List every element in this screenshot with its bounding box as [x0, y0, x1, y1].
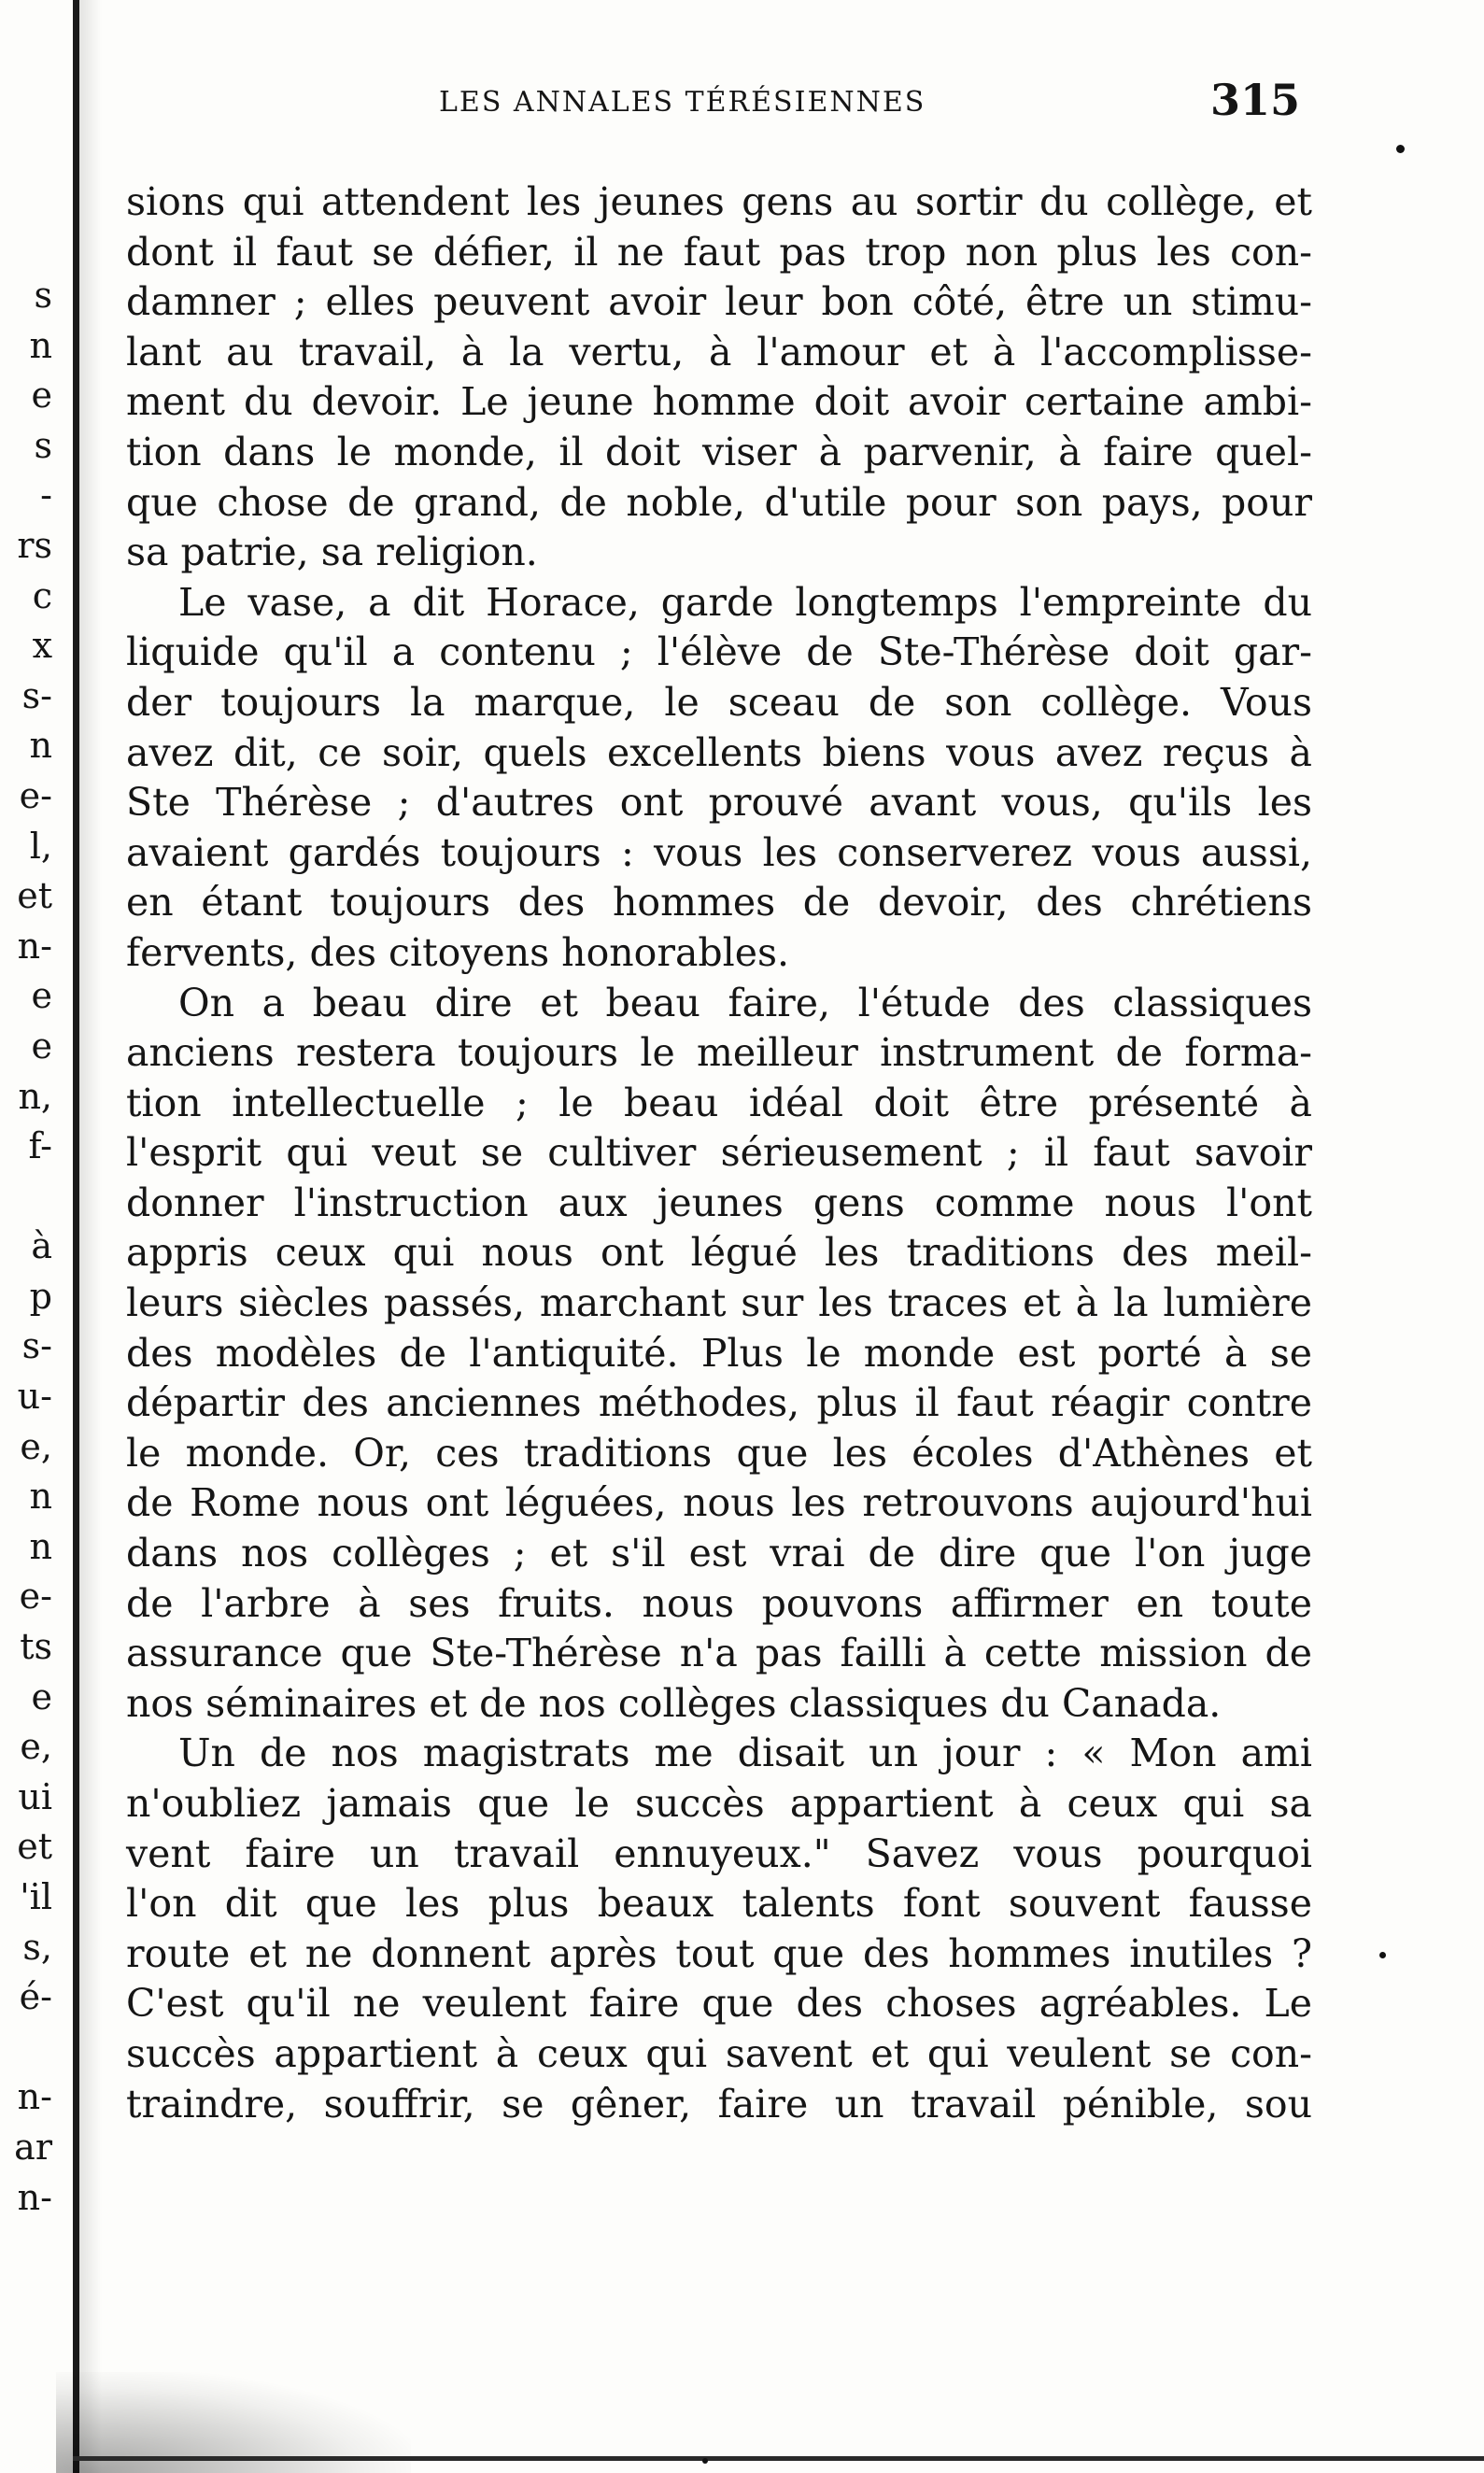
text-line: anciens restera toujours le meilleur instrument de forma-	[126, 1030, 1312, 1076]
facing-page-fragment: e-	[19, 1576, 52, 1618]
ink-speck	[1396, 145, 1405, 153]
binding-shadow	[79, 0, 102, 2473]
text-line: nos séminaires et de nos collèges classiques du Canada.	[126, 1680, 1222, 1726]
facing-page-fragments	[0, 271, 56, 2223]
facing-page-fragment: n	[29, 725, 52, 767]
facing-page-fragment: -	[40, 474, 52, 516]
facing-page-fragment: n-	[17, 2176, 52, 2218]
text-line: damner ; elles peuvent avoir leur bon côté, être un stimu-	[126, 279, 1312, 325]
facing-page-fragment: s	[34, 275, 52, 316]
text-line: liquide qu'il a contenu ; l'élève de Ste-Thérèse doit gar-	[126, 629, 1312, 675]
facing-page-fragment: à	[31, 1225, 52, 1267]
text-line: l'on dit que les plus beaux talents font souvent fausse	[126, 1881, 1312, 1927]
facing-page-fragment: et	[17, 875, 52, 917]
text-line: vent faire un travail ennuyeux." Savez vous pourquoi	[126, 1830, 1312, 1876]
text-line: route et ne donnent après tout que des hommes inutiles ?	[126, 1930, 1312, 1976]
facing-page-fragment: n-	[17, 925, 52, 967]
facing-page-fragment: l,	[29, 825, 52, 867]
facing-page-fragment: s-	[21, 1325, 52, 1367]
text-line: en étant toujours des hommes de devoir, des chrétiens	[126, 880, 1312, 926]
text-line: donner l'instruction aux jeunes gens comme nous l'ont	[126, 1180, 1312, 1225]
facing-page-fragment: c	[32, 574, 52, 616]
facing-page-fragment: e-	[19, 774, 52, 816]
text-line: sa patrie, sa religion.	[126, 530, 538, 575]
text-line: assurance que Ste-Thérèse n'a pas failli à cette mission de	[126, 1631, 1312, 1676]
facing-page-fragment: n-	[17, 2076, 52, 2118]
text-line: Le vase, a dit Horace, garde longtemps l'empreinte du	[178, 579, 1312, 625]
facing-page-fragment: et	[17, 1826, 52, 1868]
text-line: On a beau dire et beau faire, l'étude des classiques	[178, 980, 1312, 1025]
text-line: des modèles de l'antiquité. Plus le monde est porté à se	[126, 1330, 1312, 1376]
ink-speck	[1379, 1952, 1386, 1958]
facing-page-fragment: f-	[28, 1125, 52, 1167]
text-line: avaient gardés toujours : vous les conserverez vous aussi,	[126, 829, 1312, 875]
facing-page-fragment: é-	[19, 1976, 52, 2018]
facing-page-fragment: e	[31, 1025, 52, 1067]
text-line: sions qui attendent les jeunes gens au sortir du collège, et	[126, 179, 1312, 224]
text-line: dont il faut se défier, il ne faut pas trop non plus les con-	[126, 229, 1312, 275]
facing-page-fragment: e,	[20, 1425, 52, 1467]
text-line: Ste Thérèse ; d'autres ont prouvé avant vous, qu'ils les	[126, 780, 1312, 826]
facing-page-fragment: e	[31, 975, 52, 1017]
binding-edge	[73, 0, 79, 2473]
text-line: l'esprit qui veut se cultiver sérieusement ; il faut savoir	[126, 1130, 1312, 1176]
facing-page-fragment: e,	[20, 1726, 52, 1768]
running-title: LES ANNALES TÉRÉSIENNES	[439, 86, 926, 119]
text-line: ment du devoir. Le jeune homme doit avoir certaine ambi-	[126, 379, 1312, 425]
facing-page-fragment: u-	[17, 1376, 52, 1418]
page-bottom-edge	[73, 2456, 1484, 2461]
text-line: départir des anciennes méthodes, plus il faut réagir contre	[126, 1380, 1312, 1426]
text-line: tion intellectuelle ; le beau idéal doit être présenté à	[126, 1080, 1312, 1125]
facing-page-fragment: n	[29, 324, 52, 366]
text-line: leurs siècles passés, marchant sur les traces et à la lumière	[126, 1280, 1312, 1326]
ink-speck	[702, 2458, 708, 2464]
text-line: Un de nos magistrats me disait un jour : « Mon ami	[178, 1731, 1312, 1776]
body-text	[126, 177, 1312, 2129]
facing-page-fragment: n	[29, 1476, 52, 1518]
text-line: de Rome nous ont léguées, nous les retrouvons aujourd'hui	[126, 1480, 1312, 1526]
text-line: le monde. Or, ces traditions que les écoles d'Athènes et	[126, 1430, 1312, 1476]
facing-page-fragment: e	[31, 374, 52, 417]
facing-page-fragment: p	[29, 1275, 52, 1317]
facing-page-fragment: rs	[17, 524, 52, 566]
facing-page-fragment: ui	[18, 1775, 52, 1817]
facing-page-fragment: s-	[21, 674, 52, 716]
text-line: lant au travail, à la vertu, à l'amour et à l'accomplisse-	[126, 329, 1312, 374]
facing-page-fragment: n	[29, 1525, 52, 1567]
text-line: der toujours la marque, le sceau de son collège. Vous	[126, 679, 1312, 725]
facing-page-fragment: n,	[18, 1075, 52, 1117]
text-line: traindre, souffrir, se gêner, faire un travail pénible, sou	[126, 2081, 1312, 2127]
facing-page-fragment: x	[32, 625, 52, 667]
text-line: tion dans le monde, il doit viser à parvenir, à faire quel-	[126, 429, 1312, 474]
facing-page-fragment	[0, 1172, 56, 1222]
text-line: appris ceux qui nous ont légué les traditions des meil-	[126, 1230, 1312, 1276]
text-line: succès appartient à ceux qui savent et qui veulent se con-	[126, 2030, 1312, 2076]
facing-page-fragment: ar	[14, 2126, 52, 2168]
text-line: avez dit, ce soir, quels excellents biens vous avez reçus à	[126, 729, 1312, 775]
text-line: C'est qu'il ne veulent faire que des choses agréables. Le	[126, 1981, 1312, 2027]
facing-page-fragment: s,	[22, 1926, 52, 1968]
page-number: 315	[1210, 75, 1301, 125]
text-line: n'oubliez jamais que le succès appartient à ceux qui sa	[126, 1781, 1312, 1826]
text-line: fervents, des citoyens honorables.	[126, 929, 790, 975]
facing-page-fragment: 'il	[20, 1876, 52, 1917]
text-line: que chose de grand, de noble, d'utile pour son pays, pour	[126, 479, 1312, 525]
text-line: de l'arbre à ses fruits. nous pouvons affirmer en toute	[126, 1580, 1312, 1626]
text-line: dans nos collèges ; et s'il est vrai de dire que l'on juge	[126, 1531, 1312, 1576]
facing-page-fragment	[0, 2023, 56, 2073]
facing-page-fragment: e	[31, 1675, 52, 1717]
facing-page-fragment: ts	[20, 1626, 52, 1668]
facing-page-fragment: s	[34, 424, 52, 466]
